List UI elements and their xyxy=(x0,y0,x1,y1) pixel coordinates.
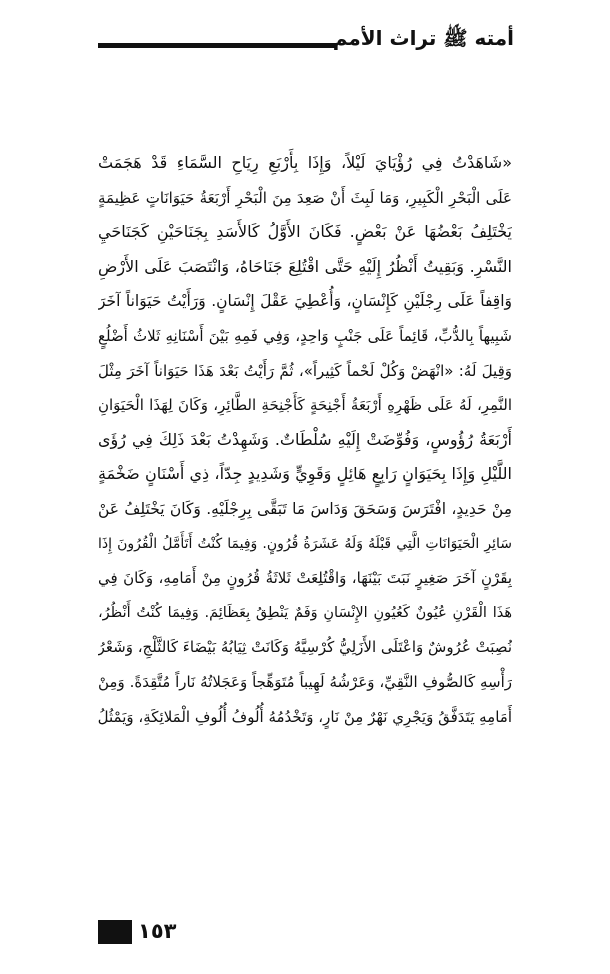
text-line: اللَّيْلِ وَإِذَا بِحَيَوَانٍ رَابِعٍ هَائِلٍ وَقَوِيٍّ وَشَدِيدٍ جِدّاً، ذِي أَسْنَانٍ ضَخْمَةٍ xyxy=(98,464,512,484)
text-line: وَاقِفاً عَلَى رِجْلَيْنِ كَإِنْسَانٍ، وَأُعْطِيَ عَقْلَ إِنْسَانٍ. وَرَأَيْتُ حَيَوَاناً آخَرَ xyxy=(98,292,512,311)
page-number: ١٥٣ xyxy=(138,919,177,943)
page-footer xyxy=(0,920,610,950)
text-line: أَمَامِهِ يَتَدَفَّقُ وَيَجْرِي نَهْرٌ مِنْ نَارٍ، وَتَخْدُمُهُ أُلُوفُ أُلُوفِ الْمَلائِكَةِ، وَيَمْثُلُ xyxy=(98,707,512,726)
header-rule xyxy=(98,43,336,48)
text-line: النَّسْرِ. وَبَقِيتُ أَنْظُرُ إِلَيْهِ حَتَّى اقْتُلِعَ جَنَاحَاهُ، وَانْتَصَبَ عَلَى الأَرْضِ xyxy=(98,256,512,276)
page-marker-block xyxy=(98,920,132,944)
text-line: رَأْسِهِ كَالصُّوفِ النَّقِيِّ، وَعَرْشُهُ لَهِيباً مُتَوَهِّجاً وَعَجَلاتُهُ نَاراً مُتَّقِدَةً. وَمِنْ xyxy=(98,672,512,691)
text-line: «شَاهَدْتُ فِي رُؤْيَايَ لَيْلاً، وَإِذَا بِأَرْبَعِ رِيَاحِ السَّمَاءِ قَدْ هَجَمَتْ xyxy=(98,153,512,172)
text-line: سَائِرِ الْحَيَوَانَاتِ الَّتِي قَبْلَهُ وَلَهُ عَشَرَةُ قُرُونٍ. وَفِيمَا كُنْتُ أَتَأَمَّلُ الْقُرُونَ إِذَا xyxy=(98,535,512,552)
text-line: هَذَا الْقَرْنِ عُيُونٌ كَعُيُونِ الإِنْسَانِ وَفَمٌ يَنْطِقُ بِعَظَائِمَ. وَفِيمَا كُنْتُ أَنْظُرُ، xyxy=(98,604,512,621)
text-line: بِقَرْنٍ آخَرَ صَغِيرٍ نَبَتَ بَيْنَهَا، وَاقْتُلِعَتْ ثَلاثَةُ قُرُونٍ مِنْ أَمَامِهِ، وَكَانَ فِي xyxy=(98,569,512,588)
text-line: أَرْبَعَةُ رُؤُوسٍ، وَفُوِّضَتْ إِلَيْهِ سُلْطَاتٌ. وَشَهِدْتُ بَعْدَ ذَلِكَ فِي رُؤَى xyxy=(98,429,512,449)
body-text xyxy=(98,146,512,734)
text-line: نُصِبَتْ عُرُوشٌ وَاعْتَلَى الأَزَلِيُّ كُرْسِيَّهُ وَكَانَتْ ثِيَابُهُ بَيْضَاءَ كَالثَّلْجِ، وَشَعْرُ xyxy=(98,638,512,657)
text-line: عَلَى الْبَحْرِ الْكَبِيرِ، وَمَا لَبِثَ أَنْ صَعِدَ مِنَ الْبَحْرِ أَرْبَعَةُ حَيَوَانَاتٍ عَظِيمَةٍ xyxy=(98,188,512,207)
running-title: أمته ﷺ تراث الأمم xyxy=(332,26,514,50)
text-line: وَقِيلَ لَهُ: «انْهَضْ وَكُلْ لَحْماً كَثِيراً»، ثُمَّ رَأَيْتُ بَعْدَ هَذَا حَيَوَاناً آخَرَ مِثْلَ xyxy=(98,361,512,380)
text-line: النَّمِرِ، لَهُ عَلَى ظَهْرِهِ أَرْبَعَةُ أَجْنِحَةٍ كَأَجْنِحَةِ الطَّائِرِ، وَكَانَ لِهَذَا الْحَيَوَانِ xyxy=(98,396,512,415)
text-line: يَخْتَلِفُ بَعْضُهَا عَنْ بَعْضٍ. فَكَانَ الأَوَّلُ كَالأَسَدِ بِجَنَاحَيْنِ كَجَنَاحَيِ xyxy=(98,222,512,242)
text-line: شَبِيهاً بِالدُّبِّ، قَائِماً عَلَى جَنْبٍ وَاحِدٍ، وَفِي فَمِهِ بَيْنَ أَسْنَانِهِ ثَلاثُ أَضْلُعٍ xyxy=(98,326,512,345)
text-line: مِنْ حَدِيدٍ، افْتَرَسَ وَسَحَقَ وَدَاسَ مَا تَبَقَّى بِرِجْلَيْهِ. وَكَانَ يَخْتَلِفُ عَنْ xyxy=(98,499,512,518)
running-header xyxy=(0,22,610,62)
